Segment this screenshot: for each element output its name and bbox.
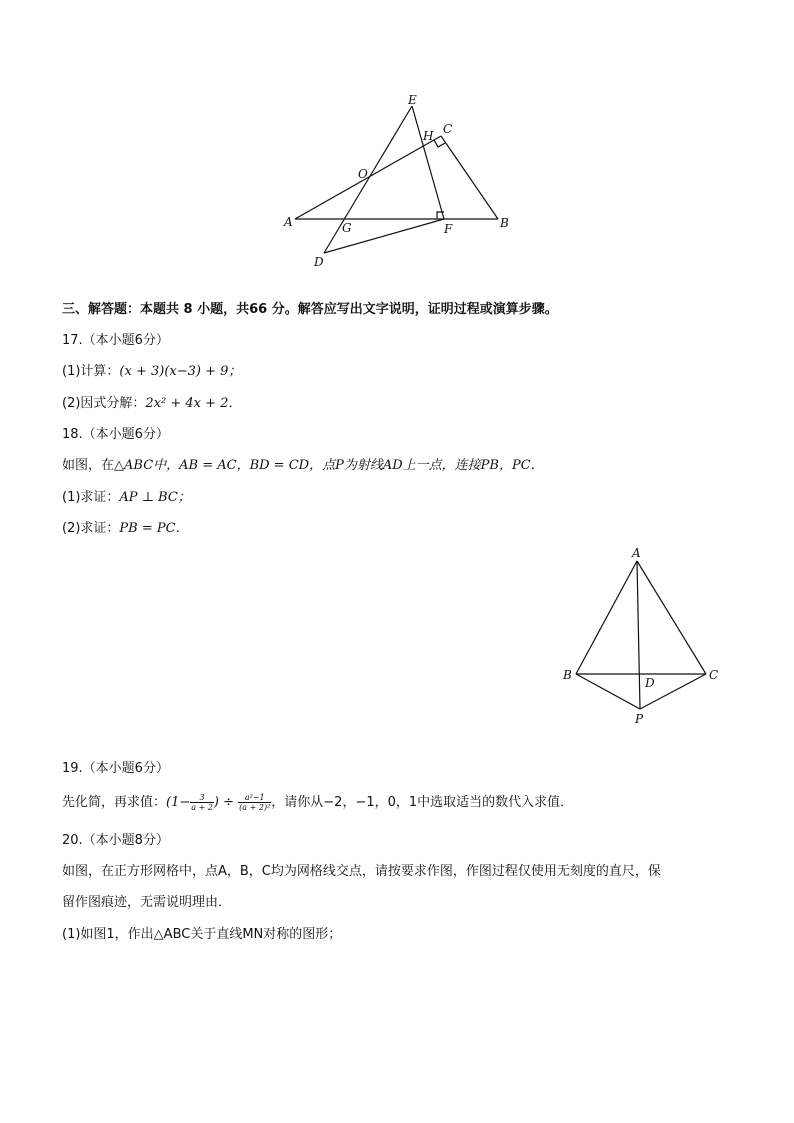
label-o: O — [358, 167, 368, 181]
q18-title: 18.（本小题6分） — [62, 427, 169, 442]
q18-part2-expr: PB = PC． — [119, 521, 189, 536]
q19-stem-prefix: 先化简，再求值： — [62, 795, 167, 810]
label-c2: C — [709, 668, 719, 682]
label-g: G — [342, 221, 352, 235]
q19-frac1-den: a + 2 — [191, 803, 213, 812]
label-c: C — [443, 122, 453, 136]
label-h: H — [423, 129, 434, 143]
q19-frac1 — [190, 793, 214, 812]
q19-stem-suffix: ，请你从−2，−1，0，1中选取适当的数代入求值． — [271, 795, 574, 810]
q17-part2-expr: 2x² + 4x + 2． — [145, 396, 242, 411]
q17-part1-expr: (x + 3)(x−3) + 9； — [119, 364, 242, 379]
q20-part1: (1)如图1，作出△ABC关于直线MN对称的图形； — [62, 927, 342, 942]
q20-title: 20.（本小题8分） — [62, 833, 169, 848]
label-a: A — [284, 215, 293, 229]
label-f: F — [444, 222, 453, 236]
q17-part2-prefix: (2)因式分解： — [62, 396, 146, 411]
q19-stem — [62, 791, 573, 815]
q19-frac1-num: 3 — [190, 793, 214, 803]
label-e: E — [408, 93, 417, 107]
q18-part1-expr: AP ⊥ BC； — [119, 490, 191, 505]
q19-divide: ÷ — [219, 795, 239, 810]
label-d2: D — [645, 676, 655, 690]
q20-stem-line1: 如图，在正方形网格中，点A，B，C均为网格线交点，请按要求作图，作图过程仅使用无刻度的直尺，保 — [62, 864, 661, 879]
q18-part2-prefix: (2)求证： — [62, 521, 120, 536]
q17-title: 17.（本小题6分） — [62, 333, 169, 348]
label-p2: P — [635, 712, 644, 726]
label-b: B — [500, 216, 509, 230]
q17-part1-prefix: (1)计算： — [62, 364, 120, 379]
q19-frac2 — [238, 793, 271, 812]
q18-stem-math: △ABC中，AB = AC，BD = CD，点P为射线AD上一点，连接PB，PC． — [114, 458, 544, 473]
label-d: D — [314, 255, 324, 269]
q19-frac2-den: (a + 2)² — [239, 803, 271, 812]
q19-paren-close: ) — [213, 795, 219, 810]
q18-stem-prefix: 如图，在 — [62, 458, 115, 473]
label-b2: B — [563, 668, 572, 682]
q19-frac2-num: a²−1 — [238, 793, 271, 803]
q19-title: 19.（本小题6分） — [62, 761, 169, 776]
label-a2: A — [632, 546, 641, 560]
q19-paren-open: (1− — [166, 795, 191, 810]
q20-stem-line2: 留作图痕迹，无需说明理由． — [62, 895, 232, 910]
q18-part1-prefix: (1)求证： — [62, 490, 120, 505]
section-heading: 三、解答题：本题共 8 小题，共66 分。解答应写出文字说明，证明过程或演算步骤。 — [62, 302, 558, 317]
